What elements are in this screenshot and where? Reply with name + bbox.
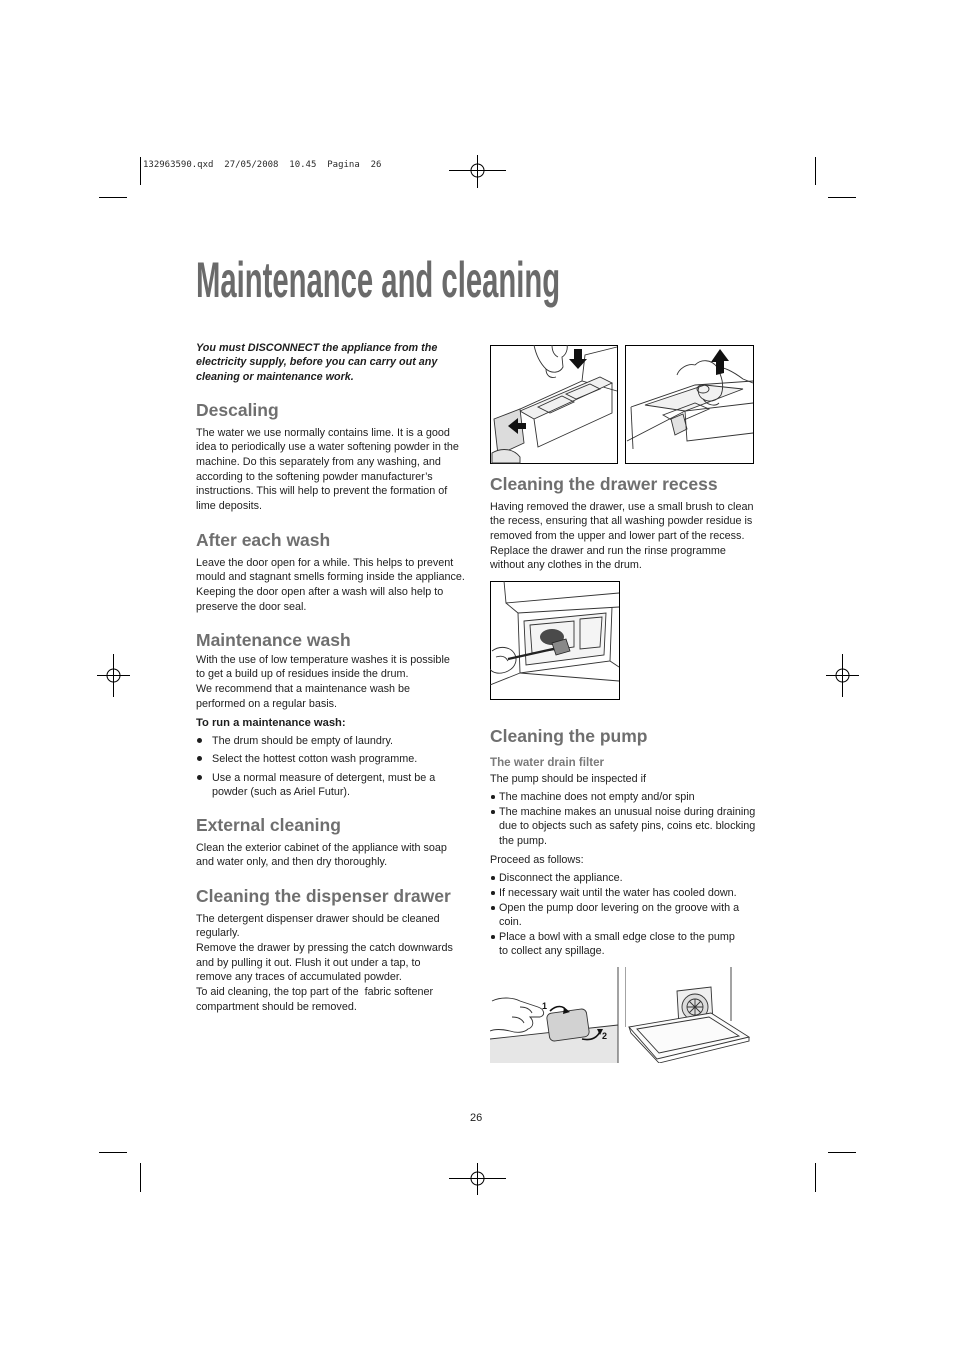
- pump-filter-bowl-illustration: [625, 967, 752, 1063]
- drawer-recess-heading: Cleaning the drawer recess: [490, 474, 718, 494]
- disconnect-warning: [196, 341, 437, 385]
- maintenance-wash-subheading: To run a maintenance wash:: [196, 716, 346, 729]
- descaling-text: [196, 426, 459, 514]
- text-line: We recommend that a maintenance wash be: [196, 682, 411, 695]
- list-item: [490, 871, 623, 886]
- step-2-label: 2: [602, 1031, 608, 1041]
- list-item: [196, 734, 393, 749]
- list-item: [196, 752, 417, 767]
- crop-mark-top-right: [816, 157, 857, 198]
- external-cleaning-heading: External cleaning: [196, 815, 341, 835]
- text-line: preserve the door seal.: [196, 600, 307, 613]
- page-number: 26: [470, 1111, 483, 1124]
- text-line: compartment should be removed.: [196, 1000, 357, 1013]
- text-line: machine. Do this separately from any washing, and: [196, 455, 441, 468]
- text-line: and by pulling it out. Flush it out under a tap, to: [196, 956, 421, 969]
- bullet-icon: [491, 891, 495, 895]
- maintenance-wash-text: [196, 653, 450, 712]
- text-line: Open the pump door levering on the groove with a: [499, 901, 740, 914]
- bullet-icon: [197, 775, 202, 780]
- text-line: cleaning or maintenance work.: [196, 370, 354, 383]
- page-title: Maintenance and cleaning: [196, 252, 561, 308]
- text-line: The machine does not empty and/or spin: [499, 790, 695, 803]
- list-item: [490, 886, 737, 901]
- text-line: performed on a regular basis.: [196, 697, 338, 710]
- bullet-icon: [197, 738, 202, 743]
- list-item: [490, 901, 739, 930]
- text-line: Remove the drawer by pressing the catch downwards: [196, 941, 453, 954]
- bullet-icon: [491, 810, 495, 814]
- dispenser-drawer-heading: Cleaning the dispenser drawer: [196, 886, 451, 906]
- registration-mark-left: [97, 654, 130, 697]
- text-line: Clean the exterior cabinet of the appliance with soap: [196, 841, 447, 854]
- text-line: mould and stagnant smells forming inside the appliance.: [196, 571, 465, 584]
- crop-mark-top-left: [99, 157, 141, 198]
- text-line: without any clothes in the drum.: [490, 559, 642, 572]
- crop-mark-bottom-left: [99, 1153, 141, 1193]
- text-line: Select the hottest cotton wash programme.: [212, 752, 418, 765]
- text-line: and water only, and then dry thoroughly.: [196, 856, 388, 869]
- text-line: due to objects such as safety pins, coins etc. blocking: [499, 820, 756, 833]
- registration-mark-top: [449, 155, 506, 188]
- text-line: electricity supply, before you can carry out any: [196, 356, 438, 369]
- text-line: to get a build up of residues inside the drum.: [196, 668, 409, 681]
- drawer-recess-text: [490, 500, 753, 573]
- pump-door-illustration: [490, 967, 620, 1063]
- maintenance-wash-heading: Maintenance wash: [196, 630, 351, 650]
- list-item: [490, 790, 695, 805]
- proceed-label: [490, 853, 584, 868]
- dispenser-drawer-text: [196, 912, 453, 1015]
- text-line: Proceed as follows:: [490, 853, 584, 866]
- after-each-wash-text: [196, 556, 465, 615]
- bullet-icon: [491, 906, 495, 910]
- text-line: Replace the drawer and run the rinse programme: [490, 544, 726, 557]
- text-line: instructions. This will help to prevent the formation of: [196, 485, 448, 498]
- text-line: regularly.: [196, 927, 240, 940]
- text-line: coin.: [499, 916, 522, 929]
- list-item: [490, 930, 735, 959]
- text-line: according to the softening powder manufacturer’s: [196, 470, 433, 483]
- bullet-icon: [491, 935, 495, 939]
- list-item: [490, 805, 755, 849]
- text-line: remove any traces of accumulated powder.: [196, 971, 402, 984]
- text-line: You must DISCONNECT the appliance from the: [196, 341, 438, 354]
- text-line: idea to periodically use a water softening powder in the: [196, 441, 459, 454]
- registration-mark-right: [826, 654, 859, 697]
- after-each-wash-heading: After each wash: [196, 530, 331, 550]
- text-line: the recess, ensuring that all washing powder residue is: [490, 515, 753, 528]
- pump-intro: [490, 772, 646, 787]
- softener-compartment-illustration: [625, 345, 754, 464]
- text-line: The drum should be empty of laundry.: [212, 734, 394, 747]
- drain-filter-subheading: The water drain filter: [490, 756, 605, 769]
- text-line: to collect any spillage.: [499, 945, 605, 958]
- external-cleaning-text: [196, 841, 447, 870]
- bullet-icon: [197, 756, 202, 761]
- print-slug: 132963590.qxd 27/05/2008 10.45 Pagina 26: [143, 159, 382, 170]
- text-line: To aid cleaning, the top part of the fabric softener: [196, 986, 434, 999]
- crop-mark-bottom-right: [816, 1153, 857, 1193]
- text-line: Use a normal measure of detergent, must be a: [212, 771, 436, 784]
- list-item: [196, 771, 435, 800]
- recess-brush-illustration: [490, 581, 620, 700]
- step-1-label: 1: [542, 1001, 548, 1011]
- text-line: Keeping the door open after a wash will also help to: [196, 585, 444, 598]
- text-line: The detergent dispenser drawer should be cleaned: [196, 912, 440, 925]
- drawer-removal-illustration: [490, 345, 618, 464]
- bullet-icon: [491, 876, 495, 880]
- registration-mark-bottom: [449, 1163, 506, 1195]
- text-line: Disconnect the appliance.: [499, 871, 623, 884]
- bullet-icon: [491, 795, 495, 799]
- text-line: The machine makes an unusual noise during draining: [499, 805, 756, 818]
- text-line: powder (such as Ariel Futur).: [212, 786, 351, 799]
- text-line: If necessary wait until the water has cooled down.: [499, 886, 737, 899]
- text-line: Place a bowl with a small edge close to the pump: [499, 930, 735, 943]
- text-line: With the use of low temperature washes it is possible: [196, 653, 450, 666]
- text-line: The pump should be inspected if: [490, 772, 647, 785]
- text-line: Leave the door open for a while. This helps to prevent: [196, 556, 454, 569]
- text-line: removed from the upper and lower part of the recess.: [490, 529, 745, 542]
- text-line: Having removed the drawer, use a small brush to clean: [490, 500, 754, 513]
- pump-heading: Cleaning the pump: [490, 726, 648, 746]
- text-line: lime deposits.: [196, 500, 263, 513]
- text-line: The water we use normally contains lime. It is a good: [196, 426, 450, 439]
- descaling-heading: Descaling: [196, 400, 279, 420]
- text-line: the pump.: [499, 834, 548, 847]
